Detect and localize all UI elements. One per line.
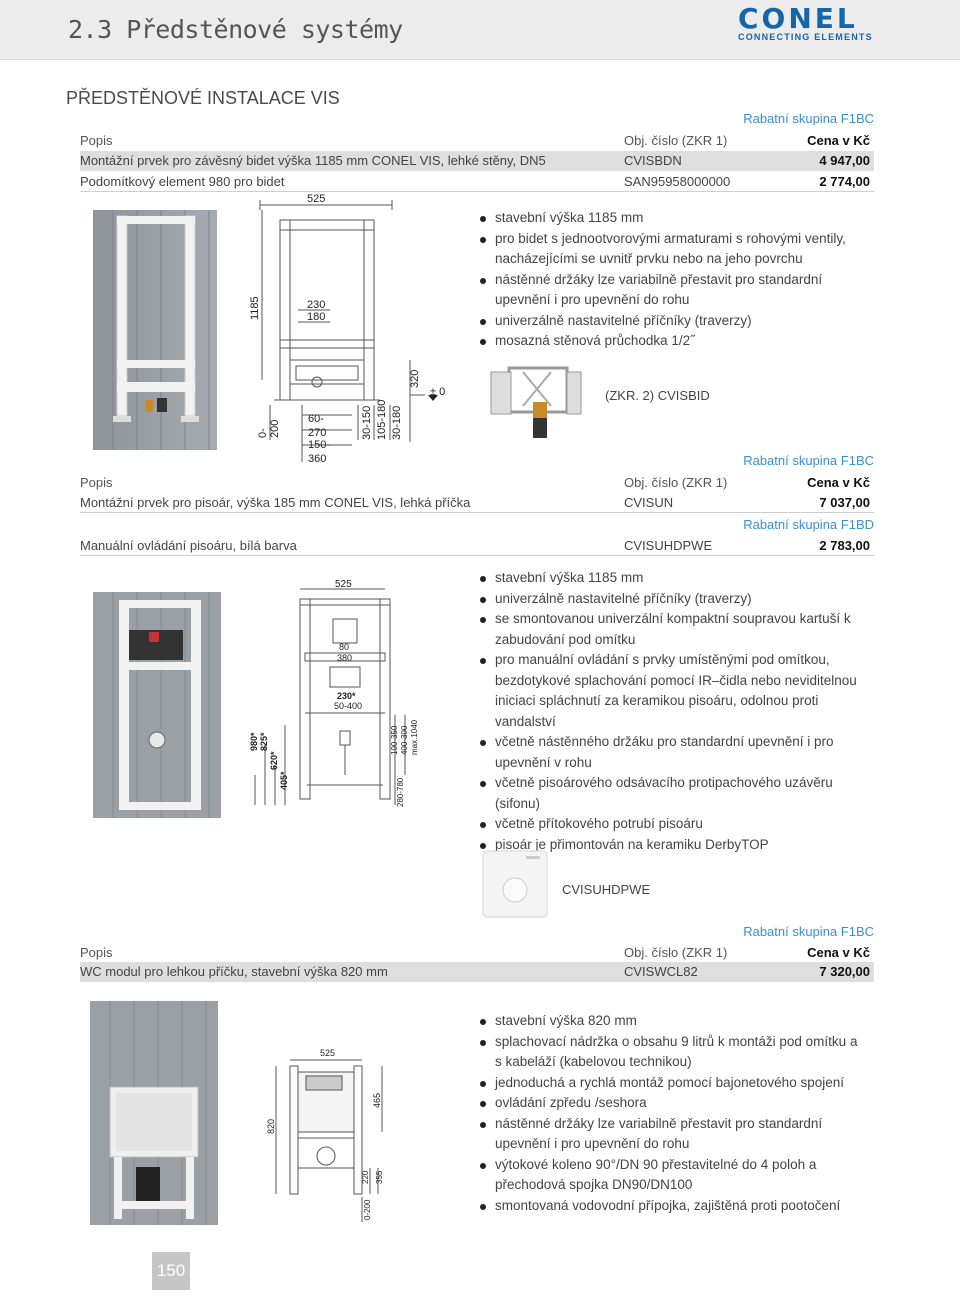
row-code: CVISUN xyxy=(624,495,674,510)
dim-150: 150- xyxy=(308,439,331,451)
row-code: CVISBDN xyxy=(624,153,682,168)
row-desc: Montážní prvek pro pisoár, výška 185 mm CONEL VIS, lehká příčka xyxy=(80,495,471,510)
row-price: 7 320,00 xyxy=(819,964,870,979)
dim-320: 320 xyxy=(409,369,421,388)
table-header xyxy=(80,132,874,150)
wall-fitting-photo xyxy=(483,362,583,442)
section-title: PŘEDSTĚNOVÉ INSTALACE VIS xyxy=(66,88,340,108)
row-price: 2 774,00 xyxy=(819,174,870,189)
list-item: včetně nástěnného držáku pro standardní upevnění i pro upevnění v rohu xyxy=(478,732,863,773)
list-item: výtokové koleno 90°/DN 90 přestavitelné do 4 poloh a přechodová spojka DN90/DN100 xyxy=(478,1155,863,1196)
dim-zero: ± 0 xyxy=(430,386,446,398)
table-header xyxy=(80,474,874,492)
dim-825: 825* xyxy=(259,732,269,751)
dim-width: 525 xyxy=(335,579,352,590)
table-header xyxy=(80,944,874,962)
dim-220: 220 xyxy=(361,1170,370,1184)
row-code: CVISWCL82 xyxy=(624,964,698,979)
dim-v4: 280-780 xyxy=(396,777,405,807)
dim-0-200-b: 200 xyxy=(269,419,281,438)
list-item: pro manuální ovládání s prvky umístěnými pod omítkou, bezdotykové splachování pomocí IR–čidla nebo neviditelnou iniciaci spláchnutí za keramikou pisoáru, odolnou proti vandalství xyxy=(478,650,863,732)
list-item: včetně pisoárového odsávacího protipachového uzávěru (sifonu) xyxy=(478,773,863,814)
table-row xyxy=(80,151,874,171)
dim-v3: 30-180 xyxy=(391,405,403,440)
list-item: ovládání zpředu /seshora xyxy=(478,1093,863,1114)
dim-v2: 105-180 xyxy=(376,399,388,440)
row-code: CVISUHDPWE xyxy=(624,538,713,553)
page-number: 150 xyxy=(152,1252,190,1290)
urinal-frame-photo xyxy=(93,592,221,818)
list-item: pisoár je přimontován na keramiku DerbyTOP xyxy=(478,835,863,856)
discount-group-label: Rabatní skupina F1BC xyxy=(743,453,874,468)
list-item: se smontovanou univerzální kompaktní soupravou kartuší k zabudování pod omítku xyxy=(478,609,863,650)
logo-subtitle: CONNECTING ELEMENTS xyxy=(738,32,873,42)
dim-width: 525 xyxy=(320,1048,336,1058)
dim-180: 180 xyxy=(307,311,326,323)
list-item: nástěnné držáky lze variabilně přestavit pro standardní upevnění i pro upevnění do rohu xyxy=(478,270,858,311)
list-item: splachovací nádržka o obsahu 9 litrů k montáži pod omítku a s kabeláží (kabelovou technikou) xyxy=(478,1032,863,1073)
col-popis: Popis xyxy=(80,945,113,960)
col-popis: Popis xyxy=(80,133,113,148)
dim-980: 980* xyxy=(249,732,259,751)
dim-height: 1185 xyxy=(249,296,261,320)
wc-module-drawing xyxy=(262,1042,402,1224)
dim-80: 80 xyxy=(339,642,350,652)
dim-380: 380 xyxy=(337,653,353,663)
row-desc: WC modul pro lehkou příčku, stavební výška 820 mm xyxy=(80,964,388,979)
urinal-frame-drawing xyxy=(245,575,445,815)
list-item: včetně přítokového potrubí pisoáru xyxy=(478,814,863,835)
table-row xyxy=(80,172,874,192)
list-item: jednoduchá a rychlá montáž pomocí bajonetového spojení xyxy=(478,1073,863,1094)
row-price: 2 783,00 xyxy=(819,538,870,553)
dim-0-200-a: 0- xyxy=(257,428,269,438)
conel-logo xyxy=(738,4,878,44)
table-row xyxy=(80,493,874,513)
bidet-frame-photo xyxy=(93,210,217,450)
row-desc: Podomítkový element 980 pro bidet xyxy=(80,174,285,189)
col-popis: Popis xyxy=(80,475,113,490)
dim-230: 230 xyxy=(307,299,326,311)
dim-465: 465 xyxy=(372,1092,382,1108)
dim-0-200: 0-200 xyxy=(363,1199,372,1220)
col-obj: Obj. číslo (ZKR 1) xyxy=(624,475,728,490)
dim-355: 355 xyxy=(375,1170,384,1184)
dim-v2: 400-300 xyxy=(400,725,409,755)
row-desc: Manuální ovládání pisoáru, bílá barva xyxy=(80,538,297,553)
list-item: nástěnné držáky lze variabilně přestavit pro standardní upevnění i pro upevnění do rohu xyxy=(478,1114,863,1155)
feature-list xyxy=(478,568,863,855)
list-item: stavební výška 1185 mm xyxy=(478,568,863,589)
chapter-title: 2.3 Předstěnové systémy xyxy=(68,15,403,44)
dim-v1: 100-350 xyxy=(390,725,399,755)
feature-list xyxy=(478,208,858,352)
col-cena: Cena v Kč xyxy=(807,945,870,960)
col-cena: Cena v Kč xyxy=(807,133,870,148)
list-item: stavební výška 1185 mm xyxy=(478,208,858,229)
dim-v3: max.1040 xyxy=(410,719,419,755)
dim-width: 525 xyxy=(307,193,326,205)
col-obj: Obj. číslo (ZKR 1) xyxy=(624,133,728,148)
feature-list xyxy=(478,1011,863,1216)
table-row xyxy=(80,536,874,556)
row-code: SAN95958000000 xyxy=(624,174,731,189)
row-desc: Montážní prvek pro závěsný bidet výška 1185 mm CONEL VIS, lehké stěny, DN5 xyxy=(80,153,546,168)
page-header xyxy=(0,0,960,60)
dim-620: 620* xyxy=(269,751,279,770)
wc-module-photo xyxy=(90,1001,218,1225)
col-obj: Obj. číslo (ZKR 1) xyxy=(624,945,728,960)
logo-wordmark: CONEL xyxy=(738,2,858,35)
dim-50-400: 50-400 xyxy=(334,701,363,711)
dim-60: 60- xyxy=(308,413,324,425)
dim-230: 230* xyxy=(337,691,356,701)
table-row xyxy=(80,962,874,982)
dim-height: 820 xyxy=(266,1118,276,1134)
dim-405: 405* xyxy=(279,771,289,790)
dim-270: 270 xyxy=(308,427,327,439)
discount-group-label: Rabatní skupina F1BC xyxy=(743,924,874,939)
list-item: pro bidet s jednootvorovými armaturami s rohovými ventily, nacházejícími se uvnitř prvku nebo na jeho povrchu xyxy=(478,229,858,270)
bidet-frame-drawing xyxy=(240,190,455,465)
list-item: stavební výška 820 mm xyxy=(478,1011,863,1032)
accessory-caption: (ZKR. 2) CVISBID xyxy=(605,388,710,403)
flush-plate-caption: CVISUHDPWE xyxy=(562,882,651,897)
list-item: univerzálně nastavitelné příčníky (traverzy) xyxy=(478,589,863,610)
dim-v1: 30-150 xyxy=(361,405,373,440)
discount-group-label: Rabatní skupina F1BD xyxy=(743,517,874,532)
dim-360: 360 xyxy=(308,453,327,465)
list-item: univerzálně nastavitelné příčníky (traverzy) xyxy=(478,311,858,332)
row-price: 4 947,00 xyxy=(819,153,870,168)
row-price: 7 037,00 xyxy=(819,495,870,510)
discount-group-label: Rabatní skupina F1BC xyxy=(743,111,874,126)
flush-plate-photo xyxy=(482,850,548,918)
list-item: mosazná stěnová průchodka 1/2˝ xyxy=(478,331,858,352)
list-item: smontovaná vodovodní přípojka, zajištěná proti pootočení xyxy=(478,1196,863,1217)
col-cena: Cena v Kč xyxy=(807,475,870,490)
